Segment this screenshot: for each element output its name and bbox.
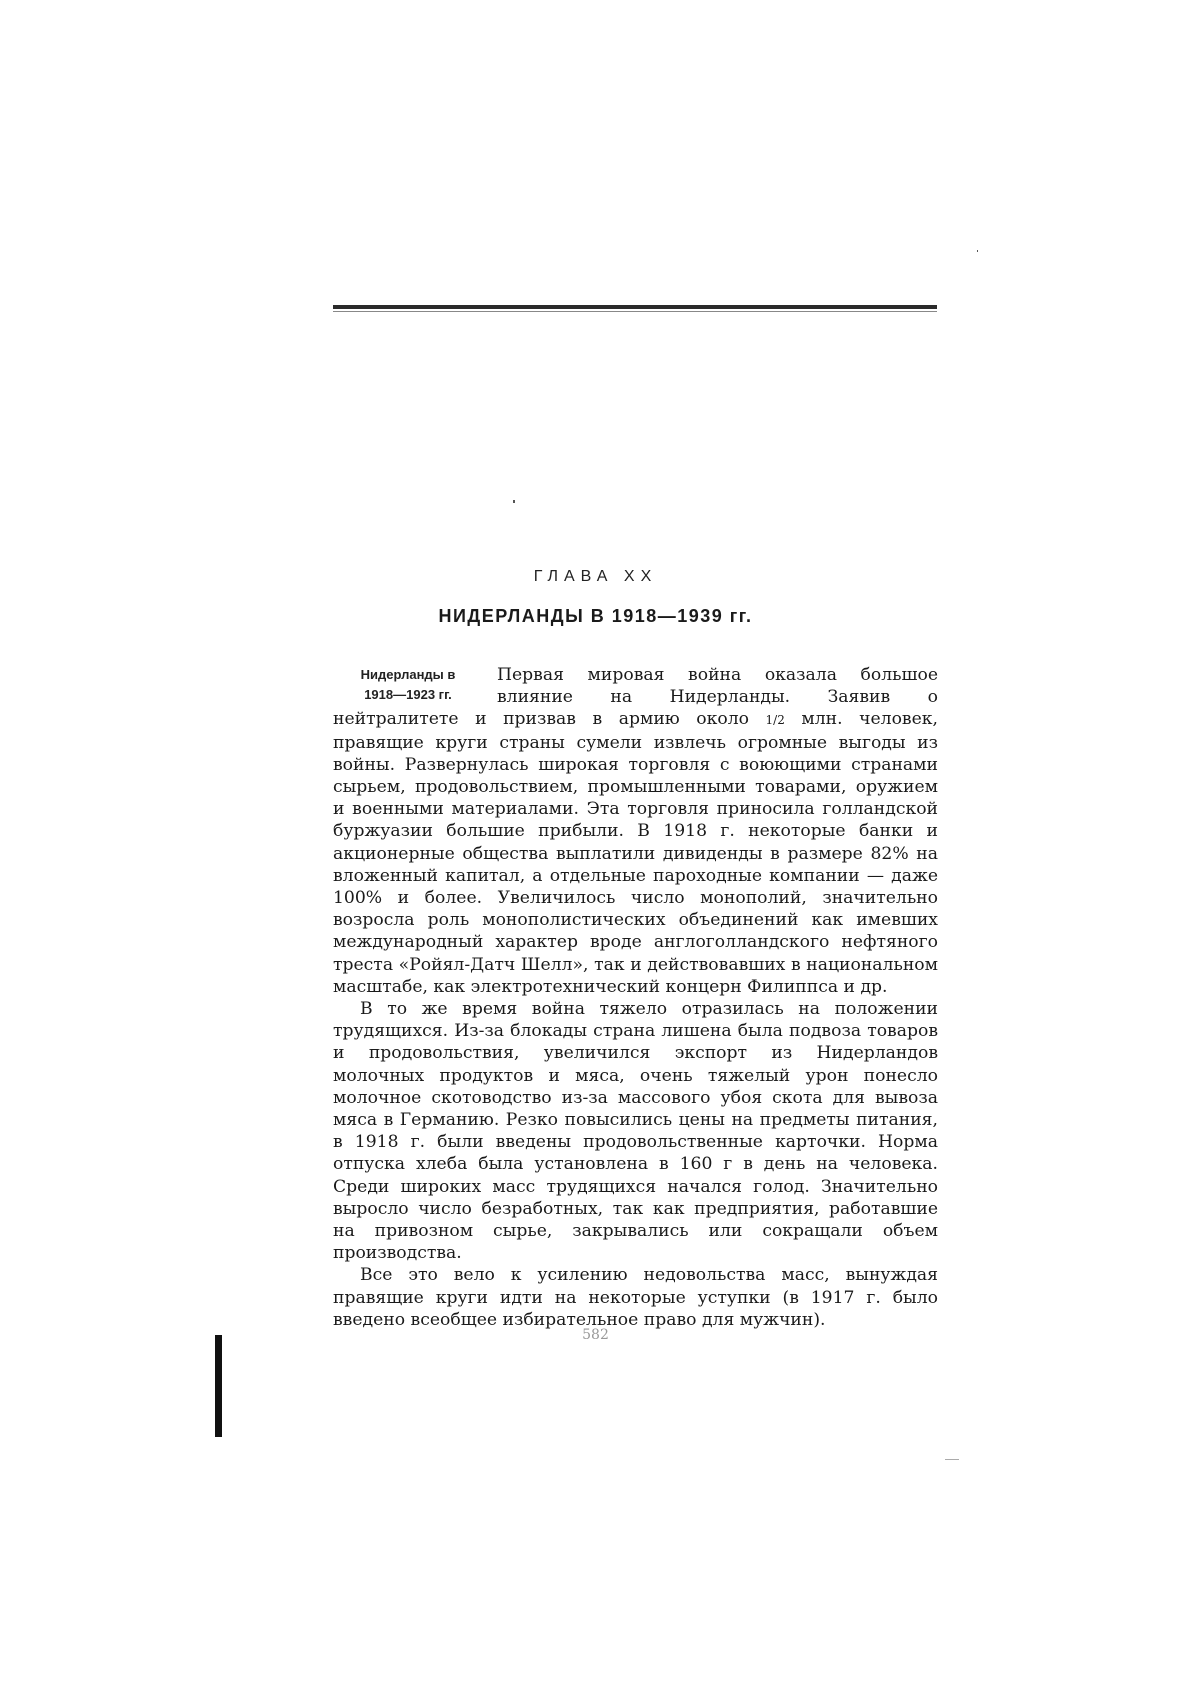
chapter-title: НИДЕРЛАНДЫ В 1918—1939 гг. [438,606,753,626]
paragraph-text: млн. человек, правящие круги страны сумели извлечь огромные выгоды из войны. Развернулась широкая торговля с воюющими странами сырьем, продовольствием, промышленными товарами, оружием и военными материалами. Эта торговля приносила голландской буржуазии большие прибыли. В 1918 г. некоторые банки и акционерные общества выплатили дивиденды в размере 82% на вложенный капитал, а отдельные пароходные компании — даже 100% и более. Увеличилось число монополий, значительно возросла роль монополистических объединений как имевших международный характер вроде англоголландского нефтяного треста «Ройял-Датч Шелл», так и действовавших в национальном масштабе, как электротехнический концерн Филиппса и др. [333,709,938,997]
chapter-label: ГЛАВА XX [533,568,658,585]
scan-margin-bar [215,1335,222,1437]
paragraph-text: Первая мировая война оказала большое влияние на Нидерланды. Заявив о нейтралитете и призвав в армию около [333,665,938,730]
margin-note-line: 1918—1923 гг. [364,687,452,702]
scan-speck [945,1459,959,1460]
margin-note-line: Нидерланды в [360,667,456,682]
paragraph: Все это вело к усилению недовольства масс, вынуждая правящие круги идти на некоторые уступки (в 1917 г. было введено всеобщее избирательное право для мужчин). [333,1265,938,1330]
scan-speck [977,250,978,252]
page-number: 582 [582,1327,609,1343]
header-rule-thin [333,311,937,312]
paragraph: В то же время война тяжело отразилась на положении трудящихся. Из-за блокады страна лишена была подвоза товаров и продовольствия, увеличился экспорт из Нидерландов молочных продуктов и мяса, очень тяжелый урон понесло молочное скотоводство из-за массового убоя скота для вывоза мяса в Германию. Резко повысились цены на предметы питания, в 1918 г. были введены продовольственные карточки. Норма отпуска хлеба была установлена в 160 г в день на человека. Среди широких масс трудящихся начался голод. Значительно выросло число безработных, так как предприятия, работавшие на привозном сырье, закрывались или сокращали объем производства. [333,999,938,1264]
scan-speck [513,500,515,503]
body-text [333,664,938,1331]
paragraph [333,664,938,998]
margin-note [333,665,483,705]
fraction: 1/2 [765,713,785,728]
header-rule [333,305,937,309]
